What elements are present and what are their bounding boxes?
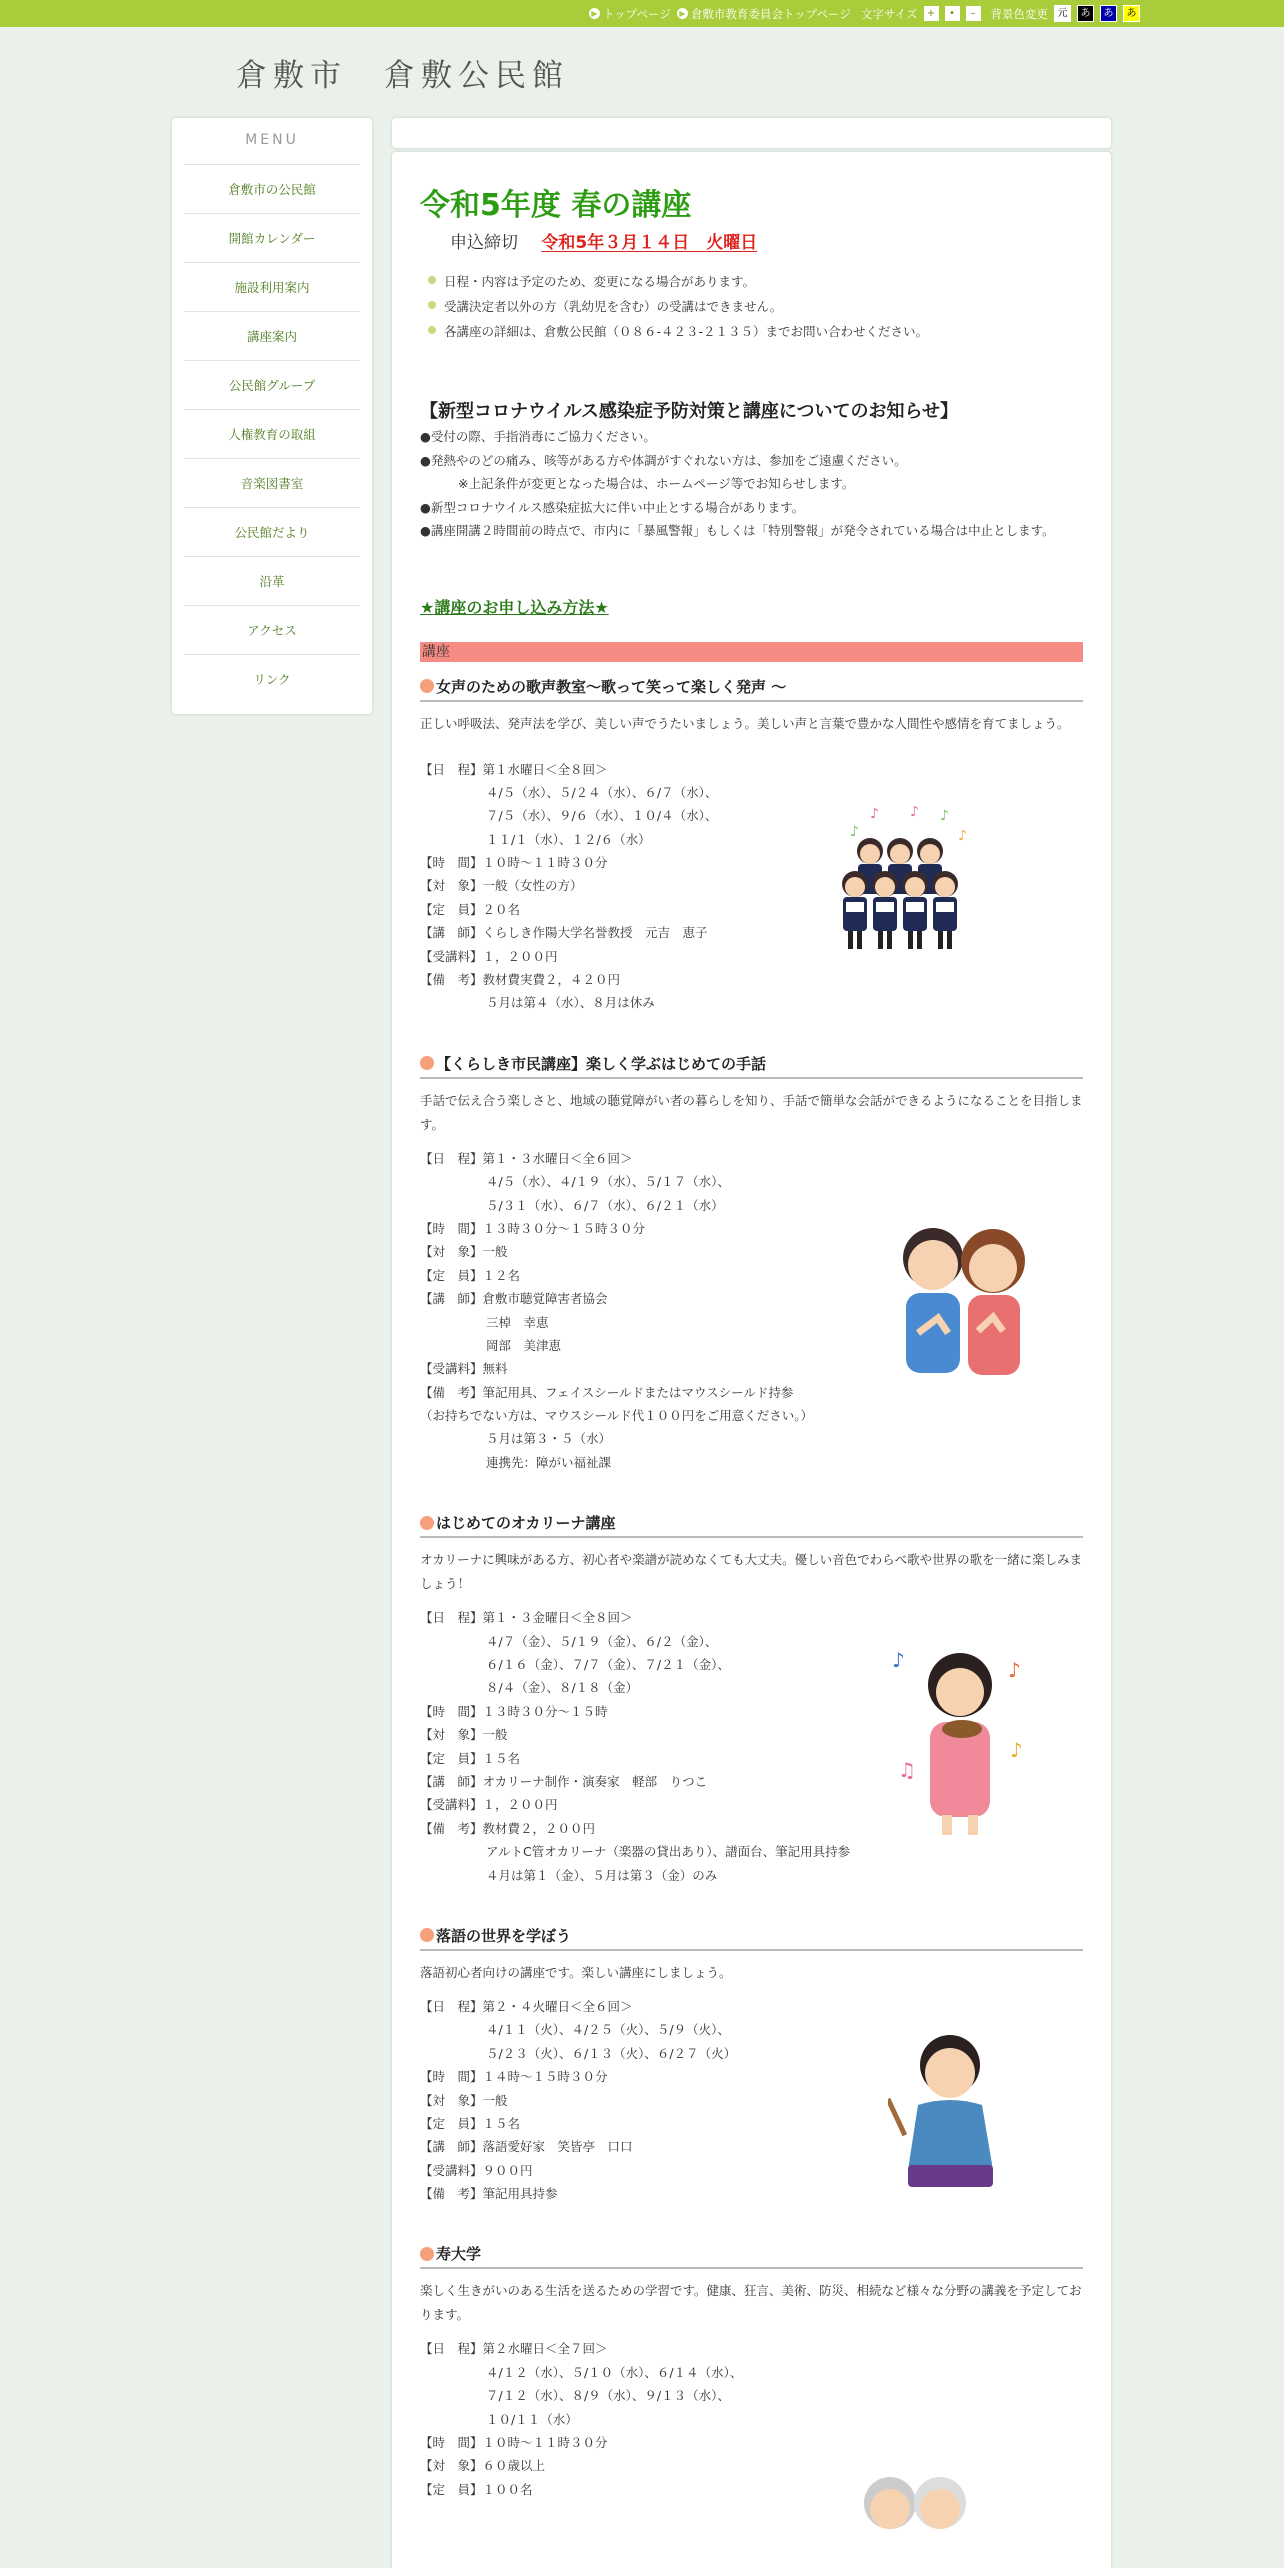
course-detail-row: ８/４（金）、８/１８（金） bbox=[486, 1680, 639, 1696]
course-detail-row: ４/５（水）、５/２４（水）、６/７（水）、 bbox=[486, 784, 718, 800]
page-title: 令和5年度 春の講座 bbox=[420, 188, 692, 223]
course-detail-row: 【講 師】くらしき作陽大学名誉教授 元吉 恵子 bbox=[420, 925, 708, 941]
covid-notice-line: ●発熱やのどの痛み、咳等がある方や体調がすぐれない方は、参加をご遠慮ください。 bbox=[420, 452, 907, 468]
course-detail-row: 【備 考】筆記用具、フェイスシールドまたはマウスシールド持参 bbox=[420, 1384, 794, 1400]
arrow-right-icon: ▶ bbox=[589, 8, 600, 19]
content-top-strip bbox=[392, 118, 1111, 148]
course-detail-row: 【備 考】筆記用具持参 bbox=[420, 2186, 558, 2202]
deadline-date: 令和5年３月１４日 火曜日 bbox=[541, 233, 758, 253]
course-detail-row: 【定 員】１００名 bbox=[420, 2481, 533, 2497]
course-detail-row: １０/１１（水） bbox=[486, 2411, 578, 2427]
bullet-dot-icon bbox=[420, 1056, 434, 1070]
svg-text:♪: ♪ bbox=[1010, 1738, 1023, 1763]
course-detail-row: 【講 師】オカリーナ制作・演奏家 軽部 りつこ bbox=[420, 1774, 708, 1789]
course-detail-row: 【受講料】１，２００円 bbox=[420, 1797, 558, 1813]
course-detail-row: 三棹 幸恵 bbox=[486, 1314, 549, 1330]
course-detail-row: 連携先：障がい福祉課 bbox=[486, 1454, 612, 1470]
board-top-link-label: 倉敷市教育委員会トップページ bbox=[690, 6, 851, 21]
course-description: 手話で伝え合う楽しさと、地域の聴覚障がい者の暮らしを知り、手話で簡単な会話ができるようになることを目指します。 bbox=[420, 1092, 1083, 1132]
top-page-link[interactable] bbox=[589, 6, 671, 22]
sidebar-menu bbox=[172, 118, 372, 714]
course-detail-row: ４/１１（火）、４/２５（火）、５/９（火）、 bbox=[486, 2022, 730, 2038]
course-section bbox=[420, 1053, 1083, 1476]
course-detail-row: 【時 間】１３時３０分～１５時 bbox=[420, 1703, 608, 1719]
course-detail-row: ４/７（金）、５/１９（金）、６/２（金）、 bbox=[486, 1633, 718, 1649]
application-method-link[interactable]: ★講座のお申し込み方法★ bbox=[420, 597, 609, 617]
course-detail-row: 【備 考】教材費実費２，４２０円 bbox=[420, 972, 621, 988]
course-details bbox=[420, 760, 1083, 1017]
course-section bbox=[420, 2243, 1083, 2503]
font-size-label: 文字サイズ bbox=[860, 6, 918, 21]
bullet-dot-icon bbox=[420, 679, 434, 693]
course-detail-row: 【対 象】一般 bbox=[420, 1727, 508, 1743]
course-description: 正しい呼吸法、発声法を学び、美しい声でうたいましょう。美しい声と言葉で豊かな人間性や感情を育てましょう。 bbox=[420, 715, 1070, 731]
font-size-small-button[interactable]: – bbox=[966, 6, 981, 21]
course-title-text: 女声のための歌声教室～歌って笑って楽しく発声 ～ bbox=[436, 677, 787, 696]
board-top-link[interactable] bbox=[677, 6, 851, 22]
course-detail-row: ７/１２（水）、８/９（水）、９/１３（水）、 bbox=[486, 2388, 730, 2404]
course-detail-row: ５/２３（火）、６/１３（火）、６/２７（火） bbox=[486, 2045, 737, 2061]
course-detail-row: 【対 象】一般 bbox=[420, 1244, 508, 1260]
font-size-medium-button[interactable]: • bbox=[945, 6, 960, 21]
course-detail-row: ６/１６（金）、７/７（金）、７/２１（金）、 bbox=[486, 1657, 730, 1673]
site-title[interactable]: 倉敷市 倉敷公民館 bbox=[236, 58, 569, 94]
sidebar-item-calendar[interactable]: 開館カレンダー bbox=[184, 213, 360, 262]
course-detail-row: 【日 程】第２水曜日＜全７回＞ bbox=[420, 2341, 608, 2357]
bg-color-label: 背景色変更 bbox=[990, 6, 1048, 21]
main-content bbox=[392, 152, 1111, 2568]
course-detail-row: ７/５（水）、９/６（水）、１０/４（水）、 bbox=[486, 808, 718, 824]
course-detail-row: 【日 程】第１水曜日＜全８回＞ bbox=[420, 761, 608, 777]
course-detail-row: アルトC管オカリーナ（楽器の貸出あり）、譜面台、筆記用具持参 bbox=[486, 1844, 851, 1860]
course-detail-row: ５月は第３・５（水） bbox=[486, 1431, 612, 1447]
course-detail-row: 【時 間】１４時～１５時３０分 bbox=[420, 2069, 608, 2085]
svg-text:♪: ♪ bbox=[910, 805, 919, 820]
sidebar-item-facility-guide[interactable]: 施設利用案内 bbox=[184, 262, 360, 311]
course-detail-row: 【定 員】１５名 bbox=[420, 2115, 521, 2131]
course-details bbox=[420, 2339, 1083, 2503]
sidebar-item-course-guide[interactable]: 講座案内 bbox=[184, 311, 360, 360]
course-section bbox=[420, 1512, 1083, 1889]
menu-title: MENU bbox=[245, 132, 299, 148]
course-title-text: はじめてのオカリーナ講座 bbox=[436, 1514, 616, 1533]
utility-bar bbox=[0, 0, 1284, 27]
bullet-dot-icon bbox=[420, 1928, 434, 1942]
ocarina-illustration bbox=[890, 1637, 1030, 1842]
category-heading: 講座 bbox=[420, 642, 1083, 662]
course-detail-row: ４/５（水）、４/１９（水）、５/１７（水）、 bbox=[486, 1174, 730, 1190]
elder-illustration bbox=[860, 2463, 980, 2543]
course-title bbox=[420, 676, 1083, 702]
course-detail-row: 【対 象】一般（女性の方） bbox=[420, 878, 583, 894]
sidebar-item-human-rights[interactable]: 人権教育の取組 bbox=[184, 409, 360, 458]
course-detail-row: 【受講料】９００円 bbox=[420, 2162, 533, 2178]
svg-text:♪: ♪ bbox=[958, 827, 967, 844]
covid-notice-line: ※上記条件が変更となった場合は、ホームページ等でお知らせします。 bbox=[458, 476, 855, 491]
course-title bbox=[420, 1512, 1083, 1538]
course-detail-row: ４月は第１（金）、５月は第３（金）のみ bbox=[486, 1867, 718, 1883]
course-title-text: 【くらしき市民講座】楽しく学ぶはじめての手話 bbox=[436, 1054, 767, 1073]
covid-notice-line: ●講座開講２時間前の時点で、市内に「暴風警報」もしくは「特別警報」が発令されている場合は中止とします。 bbox=[420, 523, 1055, 538]
sidebar-item-music-library[interactable]: 音楽図書室 bbox=[184, 458, 360, 507]
arrow-right-icon: ▶ bbox=[677, 8, 688, 19]
sidebar-item-kurashiki-kominkan[interactable]: 倉敷市の公民館 bbox=[184, 164, 360, 213]
covid-notice-line: ●新型コロナウイルス感染症拡大に伴い中止とする場合があります。 bbox=[420, 499, 805, 515]
deadline-label: 申込締切 bbox=[450, 233, 518, 253]
course-description: 落語初心者向けの講座です。楽しい講座にしましょう。 bbox=[420, 1964, 732, 1980]
course-detail-row: 【対 象】６０歳以上 bbox=[420, 2458, 546, 2474]
top-page-link-label: トップページ bbox=[602, 6, 671, 21]
sidebar-item-access[interactable]: アクセス bbox=[184, 605, 360, 654]
course-detail-row: 【定 員】１２名 bbox=[420, 1267, 521, 1283]
sidebar-item-kominkan-group[interactable]: 公民館グループ bbox=[184, 360, 360, 409]
course-detail-row: 【講 師】落語愛好家 笑皆亭 口口 bbox=[420, 2139, 633, 2155]
course-detail-row: ５/３１（水）、６/７（水）、６/２１（水） bbox=[486, 1197, 724, 1213]
bullet-dot-icon bbox=[420, 2247, 434, 2261]
course-detail-row: ５月は第４（水）、８月は休み bbox=[486, 995, 655, 1011]
choir-illustration bbox=[840, 806, 970, 956]
course-section bbox=[420, 1925, 1083, 2208]
course-description: オカリーナに興味がある方、初心者や楽譜が読めなくても大丈夫。優しい音色でわらべ歌や世界の歌を一緒に楽しみましょう！ bbox=[420, 1552, 1083, 1592]
sign-illustration bbox=[898, 1213, 1028, 1388]
course-detail-row: 【定 員】１５名 bbox=[420, 1750, 521, 1766]
svg-text:♪: ♪ bbox=[870, 805, 879, 822]
course-title bbox=[420, 1925, 1083, 1951]
course-detail-row: 【日 程】第１・３水曜日＜全６回＞ bbox=[420, 1150, 633, 1166]
course-detail-row: 【日 程】第２・４火曜日＜全６回＞ bbox=[420, 1998, 633, 2014]
course-detail-row: 【備 考】教材費２，２００円 bbox=[420, 1820, 596, 1836]
rakugo-illustration bbox=[888, 2025, 1008, 2195]
course-detail-row: 【受講料】１，２００円 bbox=[420, 948, 558, 964]
bg-color-blue-button[interactable]: あ bbox=[1100, 5, 1117, 22]
svg-text:♪: ♪ bbox=[892, 1648, 905, 1673]
course-description: 楽しく生きがいのある生活を送るための学習です。健康、狂言、美術、防災、相続など様々な分野の講義を予定しております。 bbox=[420, 2283, 1082, 2323]
note-item: 日程・内容は予定のため、変更になる場合があります。 bbox=[420, 272, 1083, 297]
course-detail-row: 【時 間】１３時３０分～１５時３０分 bbox=[420, 1220, 646, 1236]
course-title-text: 落語の世界を学ぼう bbox=[436, 1926, 572, 1945]
sidebar-item-links[interactable]: リンク bbox=[184, 654, 360, 703]
sidebar-item-history[interactable]: 沿革 bbox=[184, 556, 360, 605]
course-detail-row: 岡部 美津恵 bbox=[486, 1337, 562, 1353]
course-detail-row: ４/１２（水）、５/１０（水）、６/１４（水）、 bbox=[486, 2364, 743, 2380]
course-title bbox=[420, 1053, 1083, 1079]
svg-text:♪: ♪ bbox=[850, 823, 859, 840]
bg-color-default-button[interactable]: 元 bbox=[1054, 5, 1071, 22]
bullet-dot-icon bbox=[420, 1516, 434, 1530]
course-title bbox=[420, 2243, 1083, 2269]
course-section bbox=[420, 676, 1083, 1017]
course-detail-row: 【講 師】倉敷市聴覚障害者協会 bbox=[420, 1291, 608, 1307]
covid-notice-line: ●受付の際、手指消毒にご協力ください。 bbox=[420, 429, 656, 444]
course-detail-row: （お持ちでない方は、マウスシールド代１００円をご用意ください。） bbox=[420, 1408, 814, 1424]
bg-color-yellow-button[interactable]: あ bbox=[1123, 5, 1140, 22]
course-detail-row: 【対 象】一般 bbox=[420, 2092, 508, 2108]
course-title-text: 寿大学 bbox=[436, 2245, 482, 2264]
bg-color-black-button[interactable]: あ bbox=[1077, 5, 1094, 22]
note-item: 受講決定者以外の方（乳幼児を含む）の受講はできません。 bbox=[420, 297, 1083, 322]
application-deadline bbox=[450, 228, 1083, 254]
sidebar-item-newsletter[interactable]: 公民館だより bbox=[184, 507, 360, 556]
font-size-large-button[interactable]: + bbox=[924, 6, 939, 21]
course-detail-row: 【定 員】２０名 bbox=[420, 901, 521, 917]
svg-text:♪: ♪ bbox=[1008, 1658, 1021, 1683]
course-detail-row: 【時 間】１０時～１１時３０分 bbox=[420, 2435, 608, 2451]
course-detail-row: １１/１（水）、１２/６（水） bbox=[486, 831, 651, 847]
course-detail-row: 【日 程】第１・３金曜日＜全８回＞ bbox=[420, 1610, 633, 1626]
course-detail-row: 【時 間】１０時～１１時３０分 bbox=[420, 855, 608, 871]
course-detail-row: 【受講料】無料 bbox=[420, 1361, 508, 1377]
note-item: 各講座の詳細は、倉敷公民館（０８６-４２３-２１３５）までお問い合わせください。 bbox=[420, 322, 1083, 347]
covid-notice-title: 【新型コロナウイルス感染症予防対策と講座についてのお知らせ】 bbox=[420, 401, 959, 422]
svg-text:♫: ♫ bbox=[898, 1758, 916, 1783]
svg-text:♪: ♪ bbox=[940, 807, 949, 824]
notes-list bbox=[420, 272, 1083, 347]
